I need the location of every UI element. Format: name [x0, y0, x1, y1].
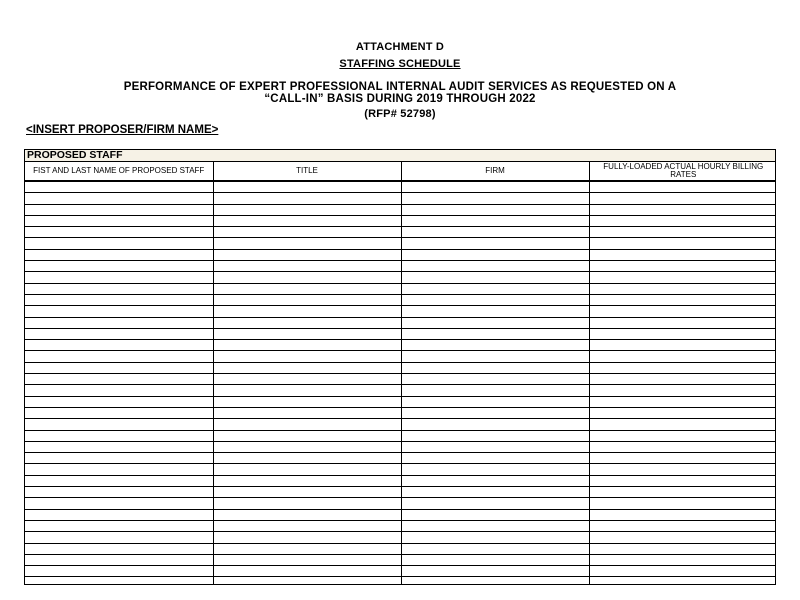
cell-title[interactable]: [213, 215, 401, 226]
rfp-number: (RFP# 52798): [364, 108, 436, 120]
cell-title[interactable]: [213, 532, 401, 543]
cell-firm[interactable]: [401, 227, 589, 238]
cell-firm[interactable]: [401, 441, 589, 452]
table-row: [25, 317, 776, 328]
cell-billing-rate[interactable]: [589, 215, 776, 226]
cell-billing-rate[interactable]: [589, 441, 776, 452]
table-row: [25, 328, 776, 339]
table-row: [25, 306, 776, 317]
cell-billing-rate[interactable]: [589, 328, 776, 339]
cell-billing-rate[interactable]: [589, 532, 776, 543]
cell-title[interactable]: [213, 204, 401, 215]
cell-billing-rate[interactable]: [589, 396, 776, 407]
table-row: [25, 204, 776, 215]
table-row: [25, 419, 776, 430]
cell-staff-name[interactable]: [25, 464, 213, 475]
cell-staff-name[interactable]: [25, 577, 213, 585]
table-row: [25, 566, 776, 577]
table-row: [25, 181, 776, 193]
cell-billing-rate[interactable]: [589, 407, 776, 418]
cell-firm[interactable]: [401, 181, 589, 193]
cell-billing-rate[interactable]: [589, 351, 776, 362]
cell-firm[interactable]: [401, 407, 589, 418]
cell-title[interactable]: [213, 396, 401, 407]
table-row: [25, 193, 776, 204]
cell-billing-rate[interactable]: [589, 543, 776, 554]
table-body: [25, 181, 776, 585]
cell-title[interactable]: [213, 509, 401, 520]
cell-staff-name[interactable]: [25, 475, 213, 486]
cell-staff-name[interactable]: [25, 407, 213, 418]
cell-billing-rate[interactable]: [589, 487, 776, 498]
table-row: [25, 227, 776, 238]
cell-title[interactable]: [213, 249, 401, 260]
table-row: [25, 498, 776, 509]
cell-staff-name[interactable]: [25, 554, 213, 565]
cell-firm[interactable]: [401, 532, 589, 543]
table-row: [25, 509, 776, 520]
cell-firm[interactable]: [401, 272, 589, 283]
cell-staff-name[interactable]: [25, 272, 213, 283]
table-row: [25, 238, 776, 249]
cell-staff-name[interactable]: [25, 204, 213, 215]
cell-firm[interactable]: [401, 430, 589, 441]
cell-title[interactable]: [213, 227, 401, 238]
table-header-row: [25, 162, 776, 181]
cell-firm[interactable]: [401, 204, 589, 215]
cell-staff-name[interactable]: [25, 566, 213, 577]
cell-staff-name[interactable]: [25, 306, 213, 317]
cell-firm[interactable]: [401, 340, 589, 351]
cell-billing-rate[interactable]: [589, 294, 776, 305]
cell-billing-rate[interactable]: [589, 577, 776, 585]
cell-billing-rate[interactable]: [589, 554, 776, 565]
cell-firm[interactable]: [401, 294, 589, 305]
cell-title[interactable]: [213, 272, 401, 283]
table-row: [25, 283, 776, 294]
table-row: [25, 261, 776, 272]
cell-title[interactable]: [213, 181, 401, 193]
table-row: [25, 249, 776, 260]
table-row: [25, 487, 776, 498]
staffing-table-container: [24, 149, 776, 585]
cell-staff-name[interactable]: [25, 215, 213, 226]
cell-billing-rate[interactable]: [589, 317, 776, 328]
cell-title[interactable]: [213, 317, 401, 328]
cell-title[interactable]: [213, 498, 401, 509]
column-header-billing-rate: FULLY-LOADED ACTUAL HOURLY BILLING RATES: [589, 162, 776, 181]
cell-title[interactable]: [213, 430, 401, 441]
cell-firm[interactable]: [401, 498, 589, 509]
cell-billing-rate[interactable]: [589, 340, 776, 351]
cell-billing-rate[interactable]: [589, 181, 776, 193]
proposer-firm-name-placeholder[interactable]: <INSERT PROPOSER/FIRM NAME>: [26, 124, 219, 136]
cell-firm[interactable]: [401, 362, 589, 373]
cell-billing-rate[interactable]: [589, 509, 776, 520]
cell-staff-name[interactable]: [25, 441, 213, 452]
table-row: [25, 475, 776, 486]
cell-title[interactable]: [213, 577, 401, 585]
cell-billing-rate[interactable]: [589, 238, 776, 249]
table-row: [25, 453, 776, 464]
table-row: [25, 520, 776, 531]
cell-staff-name[interactable]: [25, 509, 213, 520]
cell-title[interactable]: [213, 543, 401, 554]
cell-firm[interactable]: [401, 238, 589, 249]
cell-staff-name[interactable]: [25, 419, 213, 430]
table-row: [25, 340, 776, 351]
table-row: [25, 351, 776, 362]
cell-title[interactable]: [213, 193, 401, 204]
cell-billing-rate[interactable]: [589, 283, 776, 294]
cell-firm[interactable]: [401, 419, 589, 430]
cell-firm[interactable]: [401, 566, 589, 577]
cell-firm[interactable]: [401, 283, 589, 294]
cell-firm[interactable]: [401, 328, 589, 339]
cell-firm[interactable]: [401, 306, 589, 317]
cell-firm[interactable]: [401, 261, 589, 272]
cell-staff-name[interactable]: [25, 193, 213, 204]
cell-billing-rate[interactable]: [589, 193, 776, 204]
cell-billing-rate[interactable]: [589, 566, 776, 577]
table-row: [25, 407, 776, 418]
cell-firm[interactable]: [401, 385, 589, 396]
cell-billing-rate[interactable]: [589, 419, 776, 430]
cell-staff-name[interactable]: [25, 453, 213, 464]
cell-firm[interactable]: [401, 317, 589, 328]
cell-billing-rate[interactable]: [589, 475, 776, 486]
subtitle-line-1: PERFORMANCE OF EXPERT PROFESSIONAL INTERNAL AUDIT SERVICES AS REQUESTED ON A: [123, 81, 677, 93]
cell-title[interactable]: [213, 475, 401, 486]
cell-staff-name[interactable]: [25, 543, 213, 554]
table-row: [25, 464, 776, 475]
table-row: [25, 396, 776, 407]
cell-billing-rate[interactable]: [589, 261, 776, 272]
cell-staff-name[interactable]: [25, 294, 213, 305]
schedule-title: STAFFING SCHEDULE: [339, 58, 461, 70]
cell-title[interactable]: [213, 306, 401, 317]
table-row: [25, 441, 776, 452]
cell-billing-rate[interactable]: [589, 464, 776, 475]
cell-firm[interactable]: [401, 351, 589, 362]
cell-firm[interactable]: [401, 464, 589, 475]
cell-staff-name[interactable]: [25, 351, 213, 362]
cell-title[interactable]: [213, 283, 401, 294]
cell-staff-name[interactable]: [25, 283, 213, 294]
cell-title[interactable]: [213, 554, 401, 565]
cell-firm[interactable]: [401, 487, 589, 498]
cell-billing-rate[interactable]: [589, 374, 776, 385]
cell-title[interactable]: [213, 238, 401, 249]
table-row: [25, 374, 776, 385]
cell-firm[interactable]: [401, 249, 589, 260]
cell-billing-rate[interactable]: [589, 306, 776, 317]
cell-firm[interactable]: [401, 509, 589, 520]
cell-firm[interactable]: [401, 520, 589, 531]
cell-staff-name[interactable]: [25, 238, 213, 249]
column-header-firm: FIRM: [401, 162, 589, 181]
cell-staff-name[interactable]: [25, 520, 213, 531]
table-row: [25, 294, 776, 305]
cell-title[interactable]: [213, 464, 401, 475]
cell-firm[interactable]: [401, 374, 589, 385]
table-row: [25, 543, 776, 554]
cell-staff-name[interactable]: [25, 430, 213, 441]
cell-title[interactable]: [213, 340, 401, 351]
cell-staff-name[interactable]: [25, 487, 213, 498]
cell-title[interactable]: [213, 441, 401, 452]
cell-billing-rate[interactable]: [589, 227, 776, 238]
cell-billing-rate[interactable]: [589, 249, 776, 260]
cell-title[interactable]: [213, 294, 401, 305]
table-row: [25, 532, 776, 543]
cell-firm[interactable]: [401, 475, 589, 486]
cell-title[interactable]: [213, 351, 401, 362]
cell-staff-name[interactable]: [25, 498, 213, 509]
cell-title[interactable]: [213, 261, 401, 272]
subtitle-line-2: “CALL-IN” BASIS DURING 2019 THROUGH 2022: [264, 93, 536, 105]
table-row: [25, 554, 776, 565]
cell-firm[interactable]: [401, 193, 589, 204]
cell-billing-rate[interactable]: [589, 453, 776, 464]
cell-billing-rate[interactable]: [589, 204, 776, 215]
cell-title[interactable]: [213, 374, 401, 385]
cell-staff-name[interactable]: [25, 261, 213, 272]
section-title: PROPOSED STAFF: [25, 150, 775, 162]
cell-title[interactable]: [213, 385, 401, 396]
cell-title[interactable]: [213, 487, 401, 498]
cell-staff-name[interactable]: [25, 340, 213, 351]
attachment-label: ATTACHMENT D: [355, 41, 445, 53]
cell-billing-rate[interactable]: [589, 362, 776, 373]
table-row: [25, 577, 776, 585]
cell-firm[interactable]: [401, 396, 589, 407]
cell-staff-name[interactable]: [25, 385, 213, 396]
staffing-table: [25, 162, 776, 585]
table-row: [25, 430, 776, 441]
cell-staff-name[interactable]: [25, 328, 213, 339]
cell-staff-name[interactable]: [25, 362, 213, 373]
cell-title[interactable]: [213, 419, 401, 430]
table-row: [25, 215, 776, 226]
cell-firm[interactable]: [401, 453, 589, 464]
cell-staff-name[interactable]: [25, 396, 213, 407]
cell-title[interactable]: [213, 328, 401, 339]
cell-billing-rate[interactable]: [589, 520, 776, 531]
cell-firm[interactable]: [401, 577, 589, 585]
column-header-name: FIST AND LAST NAME OF PROPOSED STAFF: [25, 162, 213, 181]
cell-staff-name[interactable]: [25, 317, 213, 328]
cell-firm[interactable]: [401, 554, 589, 565]
cell-firm[interactable]: [401, 543, 589, 554]
column-header-title: TITLE: [213, 162, 401, 181]
cell-title[interactable]: [213, 566, 401, 577]
table-row: [25, 362, 776, 373]
cell-staff-name[interactable]: [25, 374, 213, 385]
cell-staff-name[interactable]: [25, 181, 213, 193]
cell-title[interactable]: [213, 407, 401, 418]
cell-title[interactable]: [213, 453, 401, 464]
cell-billing-rate[interactable]: [589, 498, 776, 509]
cell-billing-rate[interactable]: [589, 385, 776, 396]
table-row: [25, 385, 776, 396]
cell-title[interactable]: [213, 362, 401, 373]
cell-staff-name[interactable]: [25, 227, 213, 238]
cell-billing-rate[interactable]: [589, 272, 776, 283]
cell-firm[interactable]: [401, 215, 589, 226]
cell-staff-name[interactable]: [25, 249, 213, 260]
cell-staff-name[interactable]: [25, 532, 213, 543]
cell-billing-rate[interactable]: [589, 430, 776, 441]
table-row: [25, 272, 776, 283]
cell-title[interactable]: [213, 520, 401, 531]
